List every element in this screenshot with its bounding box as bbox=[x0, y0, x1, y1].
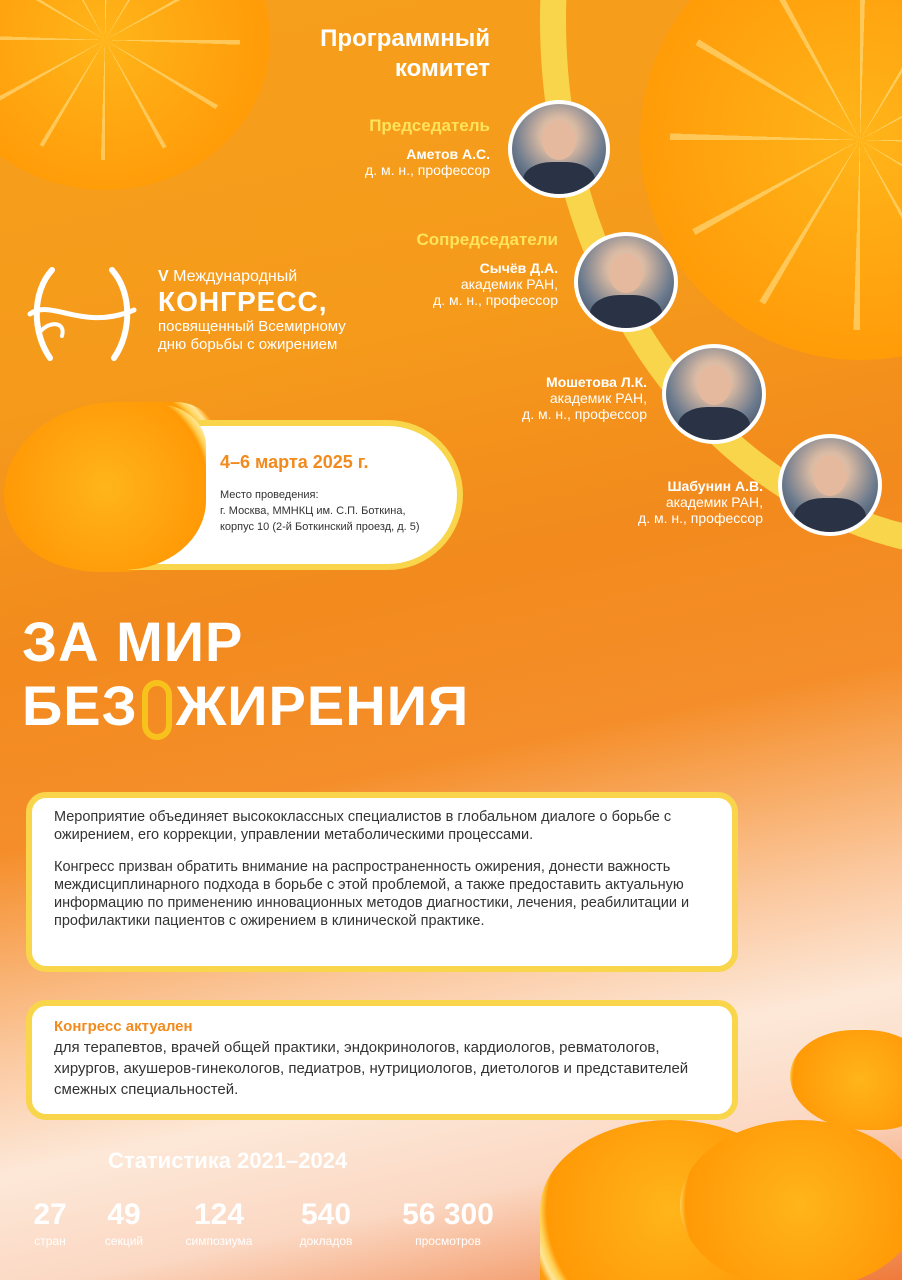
slogan-line-2-post: ЖИРЕНИЯ bbox=[175, 674, 470, 737]
relevance-title: Конгресс актуален bbox=[54, 1018, 193, 1035]
person-block bbox=[400, 374, 647, 422]
person-title: д. м. н., профессор bbox=[638, 510, 763, 526]
description-box bbox=[26, 792, 738, 972]
venue-line: корпус 10 (2-й Боткинский проезд, д. 5) bbox=[220, 521, 420, 533]
committee-title: Программный комитет bbox=[320, 25, 490, 82]
description-paragraph-1: Мероприятие объединяет высококлассных специалистов в глобальном диалоге о борьбе с ожирением, его коррекции, управлении метаболическими процессами. bbox=[54, 809, 672, 843]
chair-role-label: Председатель bbox=[369, 116, 490, 135]
orange-wedge-right-image bbox=[790, 1030, 902, 1130]
stat-item bbox=[286, 1198, 366, 1248]
stats-title: Статистика 2021–2024 bbox=[108, 1148, 348, 1173]
stat-label: стран bbox=[34, 1234, 66, 1248]
person-block bbox=[520, 478, 763, 526]
stat-label: просмотров bbox=[415, 1234, 481, 1248]
person-title: академик РАН, bbox=[549, 390, 647, 406]
congress-name: КОНГРЕСС, bbox=[158, 286, 328, 317]
stat-value: 27 bbox=[33, 1198, 67, 1231]
stat-label: секций bbox=[104, 1234, 144, 1248]
person-title: д. м. н., профессор bbox=[522, 406, 647, 422]
portrait-sychev-photo bbox=[574, 232, 678, 332]
person-title: академик РАН, bbox=[460, 276, 558, 292]
person-title: д. м. н., профессор bbox=[433, 292, 558, 308]
description-paragraph-2: Конгресс призван обратить внимание на распространенность ожирения, донести важность междисциплинарного подхода в борьбе с этой проблемой, а также предоставить актуальную информацию по применению инновационных методов диагностики, лечения, реабилитации и профилактики пациентов с ожирением в клинической практике. bbox=[54, 859, 690, 929]
stat-item bbox=[384, 1198, 512, 1248]
slogan-line-2-pre: БЕЗ bbox=[22, 674, 138, 737]
slogan-o-ring-icon bbox=[142, 680, 172, 740]
slogan-line-1: ЗА МИР bbox=[22, 610, 244, 673]
stat-value: 124 bbox=[193, 1198, 245, 1231]
stat-value: 49 bbox=[107, 1198, 141, 1231]
portrait-shabunin-photo bbox=[778, 434, 882, 536]
person-title: д. м. н., профессор bbox=[365, 162, 490, 178]
person-name: Аметов А.С. bbox=[406, 146, 490, 162]
person-name: Шабунин А.В. bbox=[667, 478, 763, 494]
stat-item bbox=[22, 1198, 78, 1248]
cochairs-role-label: Сопредседатели bbox=[416, 230, 558, 249]
edition-number: V bbox=[158, 268, 169, 285]
relevance-box bbox=[26, 1000, 738, 1120]
relevance-text: для терапевтов, врачей общей практики, эндокринологов, кардиологов, ревматологов, хирургов, акушеров-гинекологов, педиатров, нутрициологов, диетологов и представителей смежных специальностей. bbox=[54, 1039, 689, 1098]
portrait-moshetova-photo bbox=[662, 344, 766, 444]
stat-value: 540 bbox=[300, 1198, 352, 1231]
date-venue-text bbox=[220, 452, 460, 535]
congress-desc-line: посвященный Всемирному bbox=[158, 318, 346, 335]
congress-desc-line: дню борьбы с ожирением bbox=[158, 336, 338, 353]
stat-item bbox=[94, 1198, 154, 1248]
portrait-ametov-photo bbox=[508, 100, 610, 198]
event-dates: 4–6 марта 2025 г. bbox=[220, 452, 369, 472]
congress-logo-icon bbox=[22, 262, 142, 364]
stat-label: симпозиума bbox=[185, 1234, 253, 1248]
person-title: академик РАН, bbox=[665, 494, 763, 510]
slogan-heading bbox=[22, 610, 469, 740]
stat-value: 56 300 bbox=[402, 1198, 494, 1231]
congress-title-block bbox=[158, 268, 346, 354]
chair-block bbox=[250, 116, 490, 178]
venue-line: г. Москва, ММНКЦ им. С.П. Боткина, bbox=[220, 505, 406, 517]
stat-label: докладов bbox=[299, 1234, 353, 1248]
person-name: Мошетова Л.К. bbox=[546, 374, 647, 390]
venue-label: Место проведения: bbox=[220, 489, 319, 501]
edition-text: Международный bbox=[173, 268, 298, 285]
person-name: Сычёв Д.А. bbox=[479, 260, 558, 276]
stat-item bbox=[172, 1198, 266, 1248]
